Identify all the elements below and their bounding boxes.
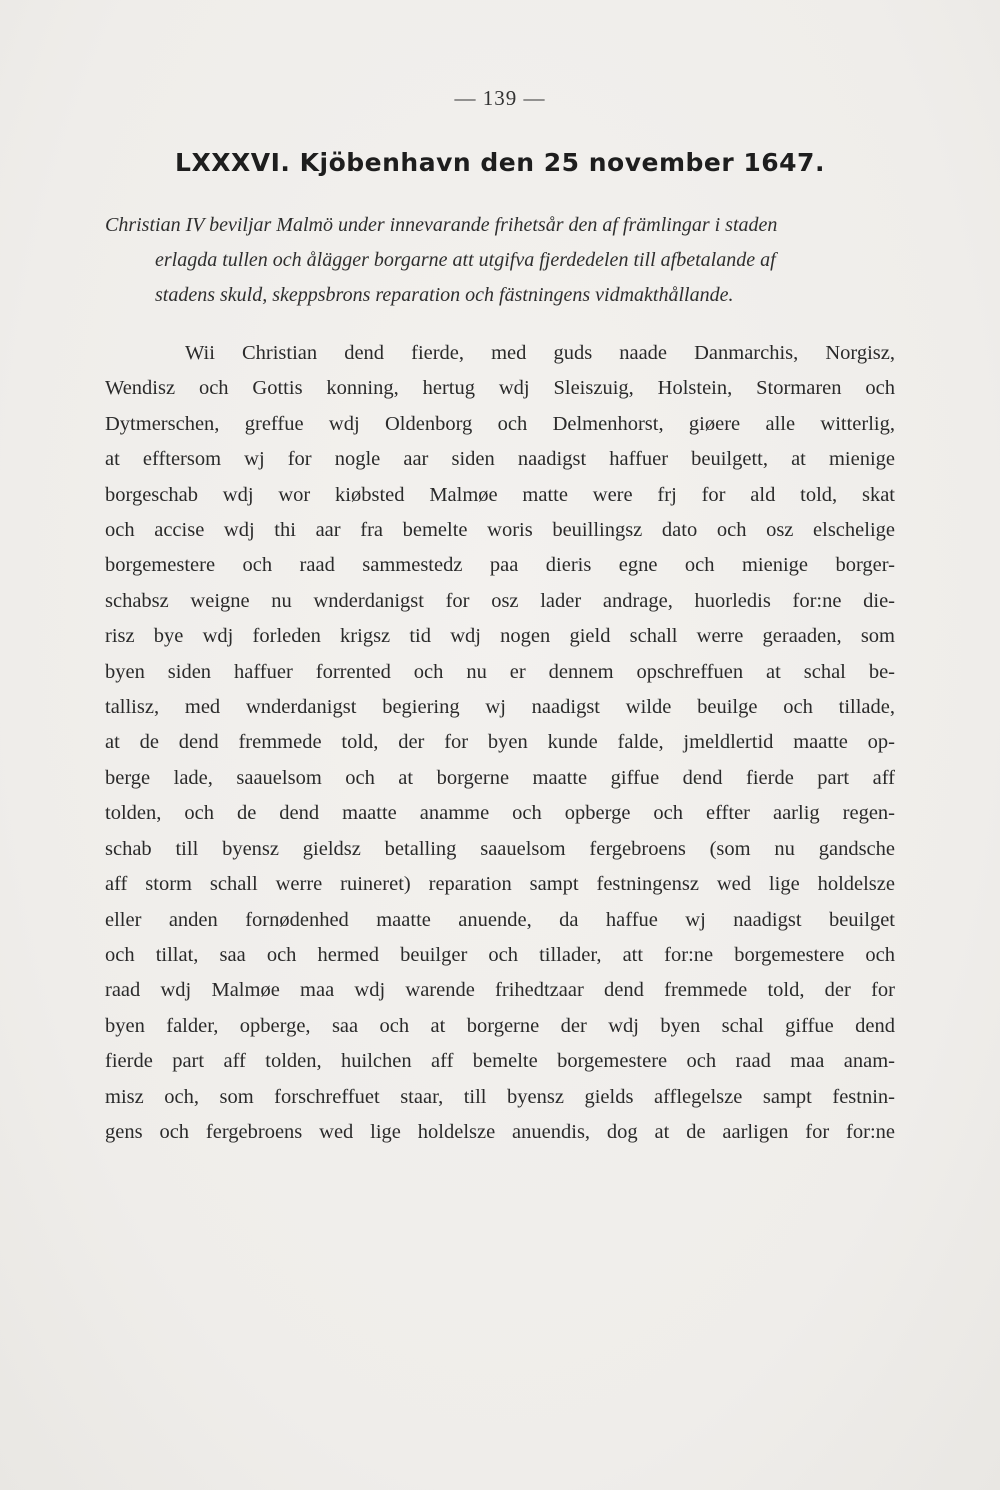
body-line: och tillat, saa och hermed beuilger och tillader, att for:ne borgemestere och bbox=[105, 943, 895, 966]
body-line: eller anden fornødenhed maatte anuende, da haffue wj naadigst beuilget bbox=[105, 908, 895, 931]
body-line: raad wdj Malmøe maa wdj warende frihedtzaar dend fremmede told, der for bbox=[105, 979, 895, 1002]
document-body bbox=[105, 336, 895, 1150]
document-heading: LXXXVI. Kjöbenhavn den 25 november 1647. bbox=[175, 148, 825, 177]
summary-line: Christian IV beviljar Malmö under innevarande frihetsår den af främlingar i staden bbox=[105, 214, 778, 236]
body-line: tallisz, med wnderdanigst begiering wj naadigst wilde beuilge och tillade, bbox=[105, 696, 895, 719]
body-line: borgeschab wdj wor kiøbsted Malmøe matte were frj for ald told, skat bbox=[105, 483, 895, 506]
body-line: misz och, som forschreffuet staar, till byensz gields afflegelsze sampt festnin- bbox=[105, 1085, 895, 1108]
body-line: Wendisz och Gottis konning, hertug wdj Sleiszuig, Holstein, Stormaren och bbox=[105, 377, 895, 400]
body-line: at efftersom wj for nogle aar siden naadigst haffuer beuilgett, at mienige bbox=[105, 448, 895, 471]
summary-line: erlagda tullen och ålägger borgarne att utgifva fjerdedelen till afbetalande af bbox=[155, 249, 776, 271]
body-line: byen siden haffuer forrented och nu er dennem opschreffuen at schal be- bbox=[105, 660, 895, 683]
body-line: schab till byensz gieldsz betalling saauelsom fergebroens (som nu gandsche bbox=[105, 837, 895, 860]
body-line: schabsz weigne nu wnderdanigst for osz lader andrage, huorledis for:ne die- bbox=[105, 589, 895, 612]
body-line: risz bye wdj forleden krigsz tid wdj nogen gield schall werre geraaden, som bbox=[105, 625, 895, 648]
body-line: fierde part aff tolden, huilchen aff bemelte borgemestere och raad maa anam- bbox=[105, 1050, 895, 1073]
body-line: berge lade, saauelsom och at borgerne maatte giffue dend fierde part aff bbox=[105, 766, 895, 789]
document-summary bbox=[105, 208, 900, 313]
body-line: och accise wdj thi aar fra bemelte woris beuillingsz dato och osz elschelige bbox=[105, 519, 895, 542]
summary-line: stadens skuld, skeppsbrons reparation och fästningens vidmakthållande. bbox=[155, 284, 734, 306]
body-line: byen falder, opberge, saa och at borgerne der wdj byen schal giffue dend bbox=[105, 1014, 895, 1037]
body-line: Wii Christian dend fierde, med guds naade Danmarchis, Norgisz, bbox=[185, 342, 895, 364]
body-line: aff storm schall werre ruineret) reparation sampt festningensz wed lige holdelsze bbox=[105, 873, 895, 896]
page-number: — 139 — bbox=[454, 86, 546, 110]
body-line: gens och fergebroens wed lige holdelsze anuendis, dog at de aarligen for for:ne bbox=[105, 1120, 895, 1143]
body-line: borgemestere och raad sammestedz paa dieris egne och mienige borger- bbox=[105, 554, 895, 577]
body-line: tolden, och de dend maatte anamme och opberge och effter aarlig regen- bbox=[105, 802, 895, 825]
body-line: Dytmerschen, greffue wdj Oldenborg och Delmenhorst, giøere alle witterlig, bbox=[105, 412, 895, 435]
body-line: at de dend fremmede told, der for byen kunde falde, jmeldlertid maatte op- bbox=[105, 731, 895, 754]
